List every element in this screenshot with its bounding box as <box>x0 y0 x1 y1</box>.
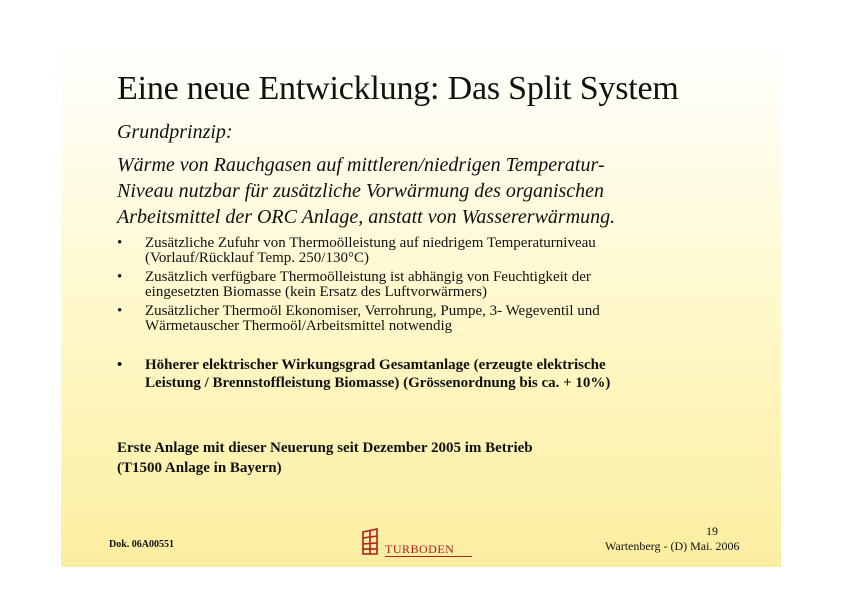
turboden-logo <box>359 526 474 556</box>
note-line: Erste Anlage mit dieser Neuerung seit Dezember 2005 im Betrieb <box>117 440 533 456</box>
page-number: 19 <box>706 524 718 538</box>
bullet-icon: • <box>117 235 123 251</box>
list-item <box>117 356 717 392</box>
note-paragraph <box>117 438 717 478</box>
subtitle: Grundprinzip: <box>117 121 233 143</box>
intro-line: Niveau nutzbar für zusätzliche Vorwärmung des organischen <box>117 180 605 202</box>
intro-line: Wärme von Rauchgasen auf mittleren/niedrigen Temperatur- <box>117 154 605 176</box>
bullet-list <box>117 236 717 396</box>
turboden-logo-icon <box>359 528 381 556</box>
slide-title: Eine neue Entwicklung: Das Split System <box>117 70 679 107</box>
place-date: Wartenberg - (D) Mai. 2006 <box>605 539 740 553</box>
bullet-text: (Vorlauf/Rücklauf Temp. 250/130°C) <box>145 250 369 266</box>
bullet-icon: • <box>117 269 123 285</box>
bullet-text: Zusätzlicher Thermoöl Ekonomiser, Verrohrung, Pumpe, 3- Wegeventil und <box>145 303 600 319</box>
bullet-icon: • <box>117 357 123 373</box>
logo-text: TURBODEN <box>385 542 455 556</box>
note-line: (T1500 Anlage in Bayern) <box>117 460 282 476</box>
intro-paragraph <box>117 152 707 230</box>
list-item <box>117 270 717 300</box>
bullet-text: Höherer elektrischer Wirkungsgrad Gesamtanlage (erzeugte elektrische <box>145 357 606 373</box>
bullet-text: eingesetzten Biomasse (kein Ersatz des Luftvorwärmers) <box>145 284 487 300</box>
list-item <box>117 236 717 266</box>
bullet-text: Zusätzliche Zufuhr von Thermoölleistung auf niedrigem Temperaturniveau <box>145 235 596 251</box>
slide <box>61 28 781 567</box>
logo-underline <box>385 556 472 557</box>
bullet-text: Wärmetauscher Thermoöl/Arbeitsmittel notwendig <box>145 318 453 334</box>
list-item <box>117 304 717 334</box>
bullet-icon: • <box>117 303 123 319</box>
document-number: Dok. 06A00551 <box>109 539 175 550</box>
intro-line: Arbeitsmittel der ORC Anlage, anstatt von Wassererwärmung. <box>117 206 616 228</box>
bullet-text: Leistung / Brennstoffleistung Biomasse) (Grössenordnung bis ca. + 10%) <box>145 375 611 391</box>
bullet-text: Zusätzlich verfügbare Thermoölleistung ist abhängig von Feuchtigkeit der <box>145 269 591 285</box>
